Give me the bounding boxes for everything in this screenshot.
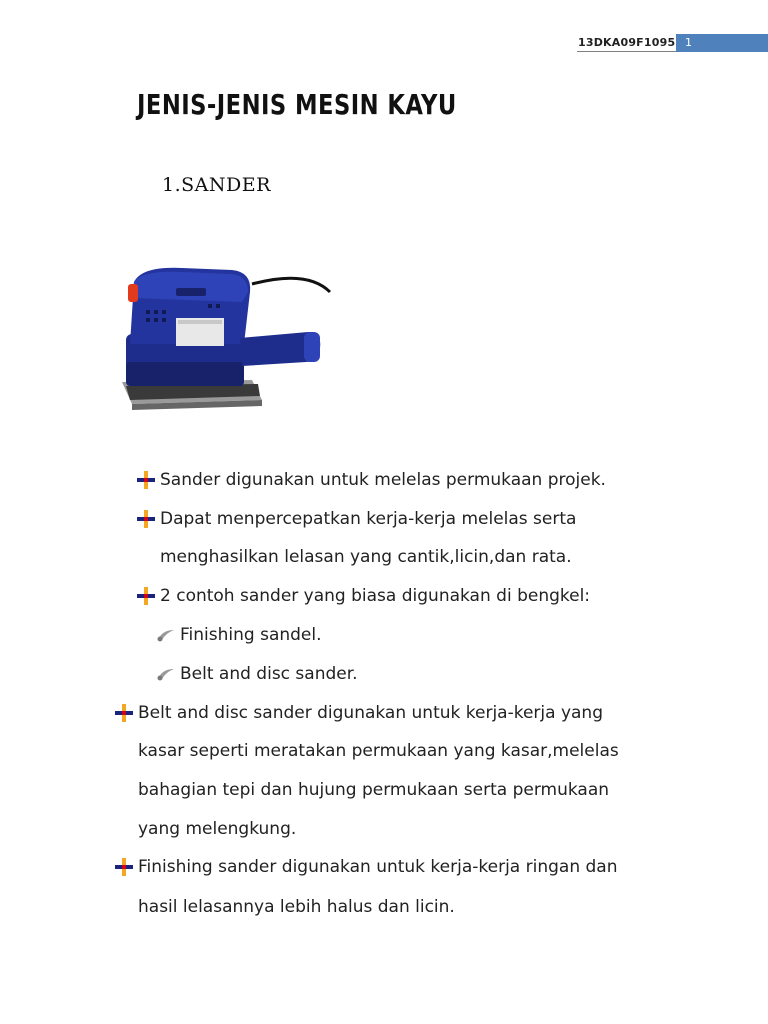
swoosh-bullet-icon	[156, 628, 176, 642]
page-number-badge: 1	[676, 34, 768, 52]
list-item: hasil lelasannya lebih halus dan licin.	[138, 897, 455, 917]
cross-bullet-icon	[137, 471, 155, 489]
list-item: Sander digunakan untuk melelas permukaan projek.	[160, 470, 606, 490]
sander-machine-icon	[112, 262, 334, 422]
list-item: kasar seperti meratakan permukaan yang kasar,melelas	[138, 741, 619, 761]
list-item: Finishing sandel.	[180, 625, 322, 645]
swoosh-bullet-icon	[156, 667, 176, 681]
page-title: JENIS-JENIS MESIN KAYU	[137, 88, 457, 121]
list-item: bahagian tepi dan hujung permukaan serta permukaan	[138, 780, 610, 800]
cross-bullet-icon	[115, 858, 133, 876]
cross-bullet-icon	[115, 704, 133, 722]
header-divider	[577, 51, 676, 52]
list-item: Finishing sander digunakan untuk kerja-kerja ringan dan	[138, 857, 618, 877]
document-code: 13DKA09F1095	[578, 36, 676, 49]
cross-bullet-icon	[137, 587, 155, 605]
list-item: Belt and disc sander digunakan untuk kerja-kerja yang	[138, 703, 604, 723]
cross-bullet-icon	[137, 510, 155, 528]
list-item: Dapat menpercepatkan kerja-kerja melelas serta	[160, 509, 577, 529]
list-item: Belt and disc sander.	[180, 664, 358, 684]
list-item: menghasilkan lelasan yang cantik,licin,dan rata.	[160, 547, 572, 567]
list-item: 2 contoh sander yang biasa digunakan di bengkel:	[160, 586, 591, 606]
list-item: yang melengkung.	[138, 819, 297, 839]
section-heading: 1.SANDER	[162, 174, 271, 196]
